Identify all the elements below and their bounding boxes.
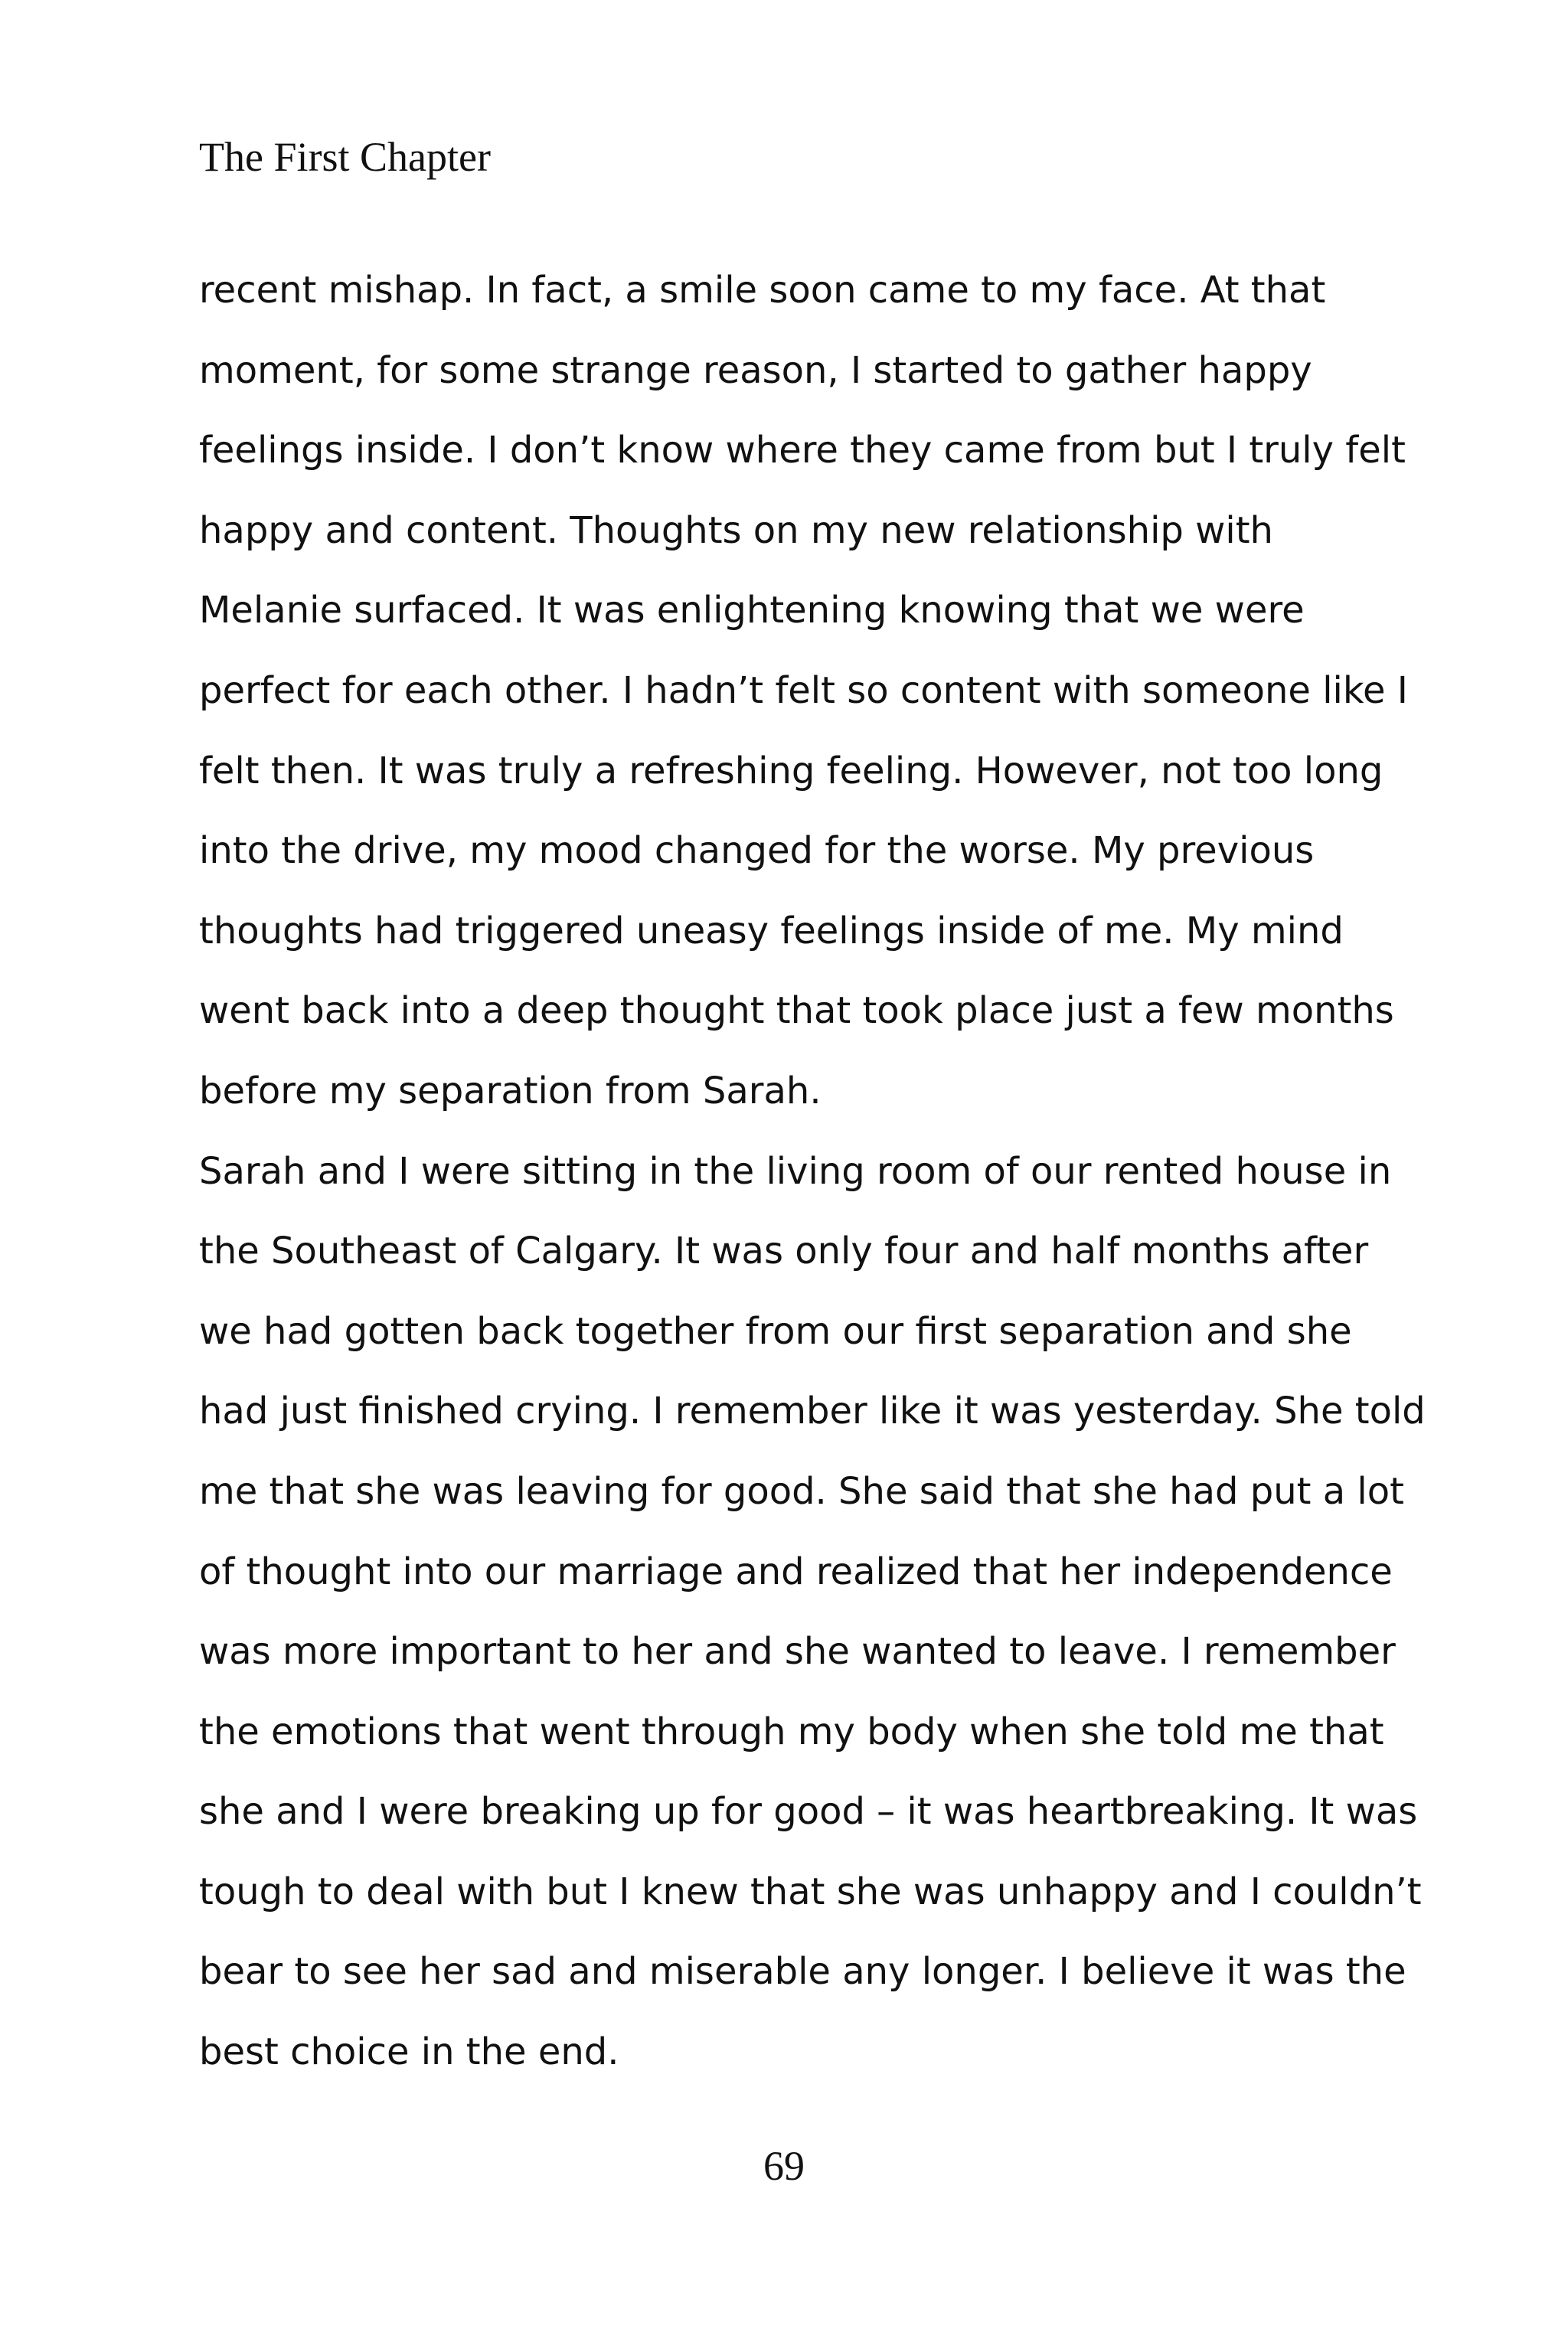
text-line: the Southeast of Calgary. It was only four and half months after (199, 1230, 1369, 1273)
text-line: moment, for some strange reason, I started to gather happy (199, 348, 1312, 392)
text-line: thoughts had triggered uneasy feelings inside of me. My mind (199, 909, 1344, 952)
running-head-title: The First Chapter (199, 134, 491, 180)
text-line: happy and content. Thoughts on my new relationship with (199, 508, 1273, 552)
text-line: Sarah and I were sitting in the living room of our rented house in (199, 1149, 1392, 1193)
text-line: felt then. It was truly a refreshing feeling. However, not too long (199, 749, 1383, 792)
text-line: me that she was leaving for good. She said that she had put a lot (199, 1469, 1404, 1513)
text-line: bear to see her sad and miserable any longer. I believe it was the (199, 1950, 1406, 1994)
body-text (199, 263, 1424, 2105)
text-line: best choice in the end. (199, 2030, 619, 2074)
text-line: was more important to her and she wanted to leave. I remember (199, 1630, 1396, 1674)
text-line: feelings inside. I don’t know where they came from but I truly felt (199, 429, 1406, 472)
text-line: perfect for each other. I hadn’t felt so content with someone like I (199, 668, 1408, 712)
text-line: went back into a deep thought that took place just a few months (199, 989, 1394, 1033)
text-line: she and I were breaking up for good – it was heartbreaking. It was (199, 1790, 1418, 1834)
text-line: Melanie surfaced. It was enlightening knowing that we were (199, 589, 1305, 632)
text-line: we had gotten back together from our first separation and she (199, 1309, 1352, 1353)
text-line: the emotions that went through my body when she told me that (199, 1710, 1384, 1753)
page-number: 69 (763, 2143, 805, 2189)
text-line: into the drive, my mood changed for the worse. My previous (199, 829, 1315, 873)
text-line: had just finished crying. I remember like it was yesterday. She told (199, 1390, 1426, 1433)
text-line: before my separation from Sarah. (199, 1069, 822, 1112)
text-line: of thought into our marriage and realized that her independence (199, 1550, 1393, 1593)
text-line: tough to deal with but I knew that she was unhappy and I couldn’t (199, 1870, 1422, 1913)
text-line: recent mishap. In fact, a smile soon came to my face. At that (199, 269, 1326, 312)
